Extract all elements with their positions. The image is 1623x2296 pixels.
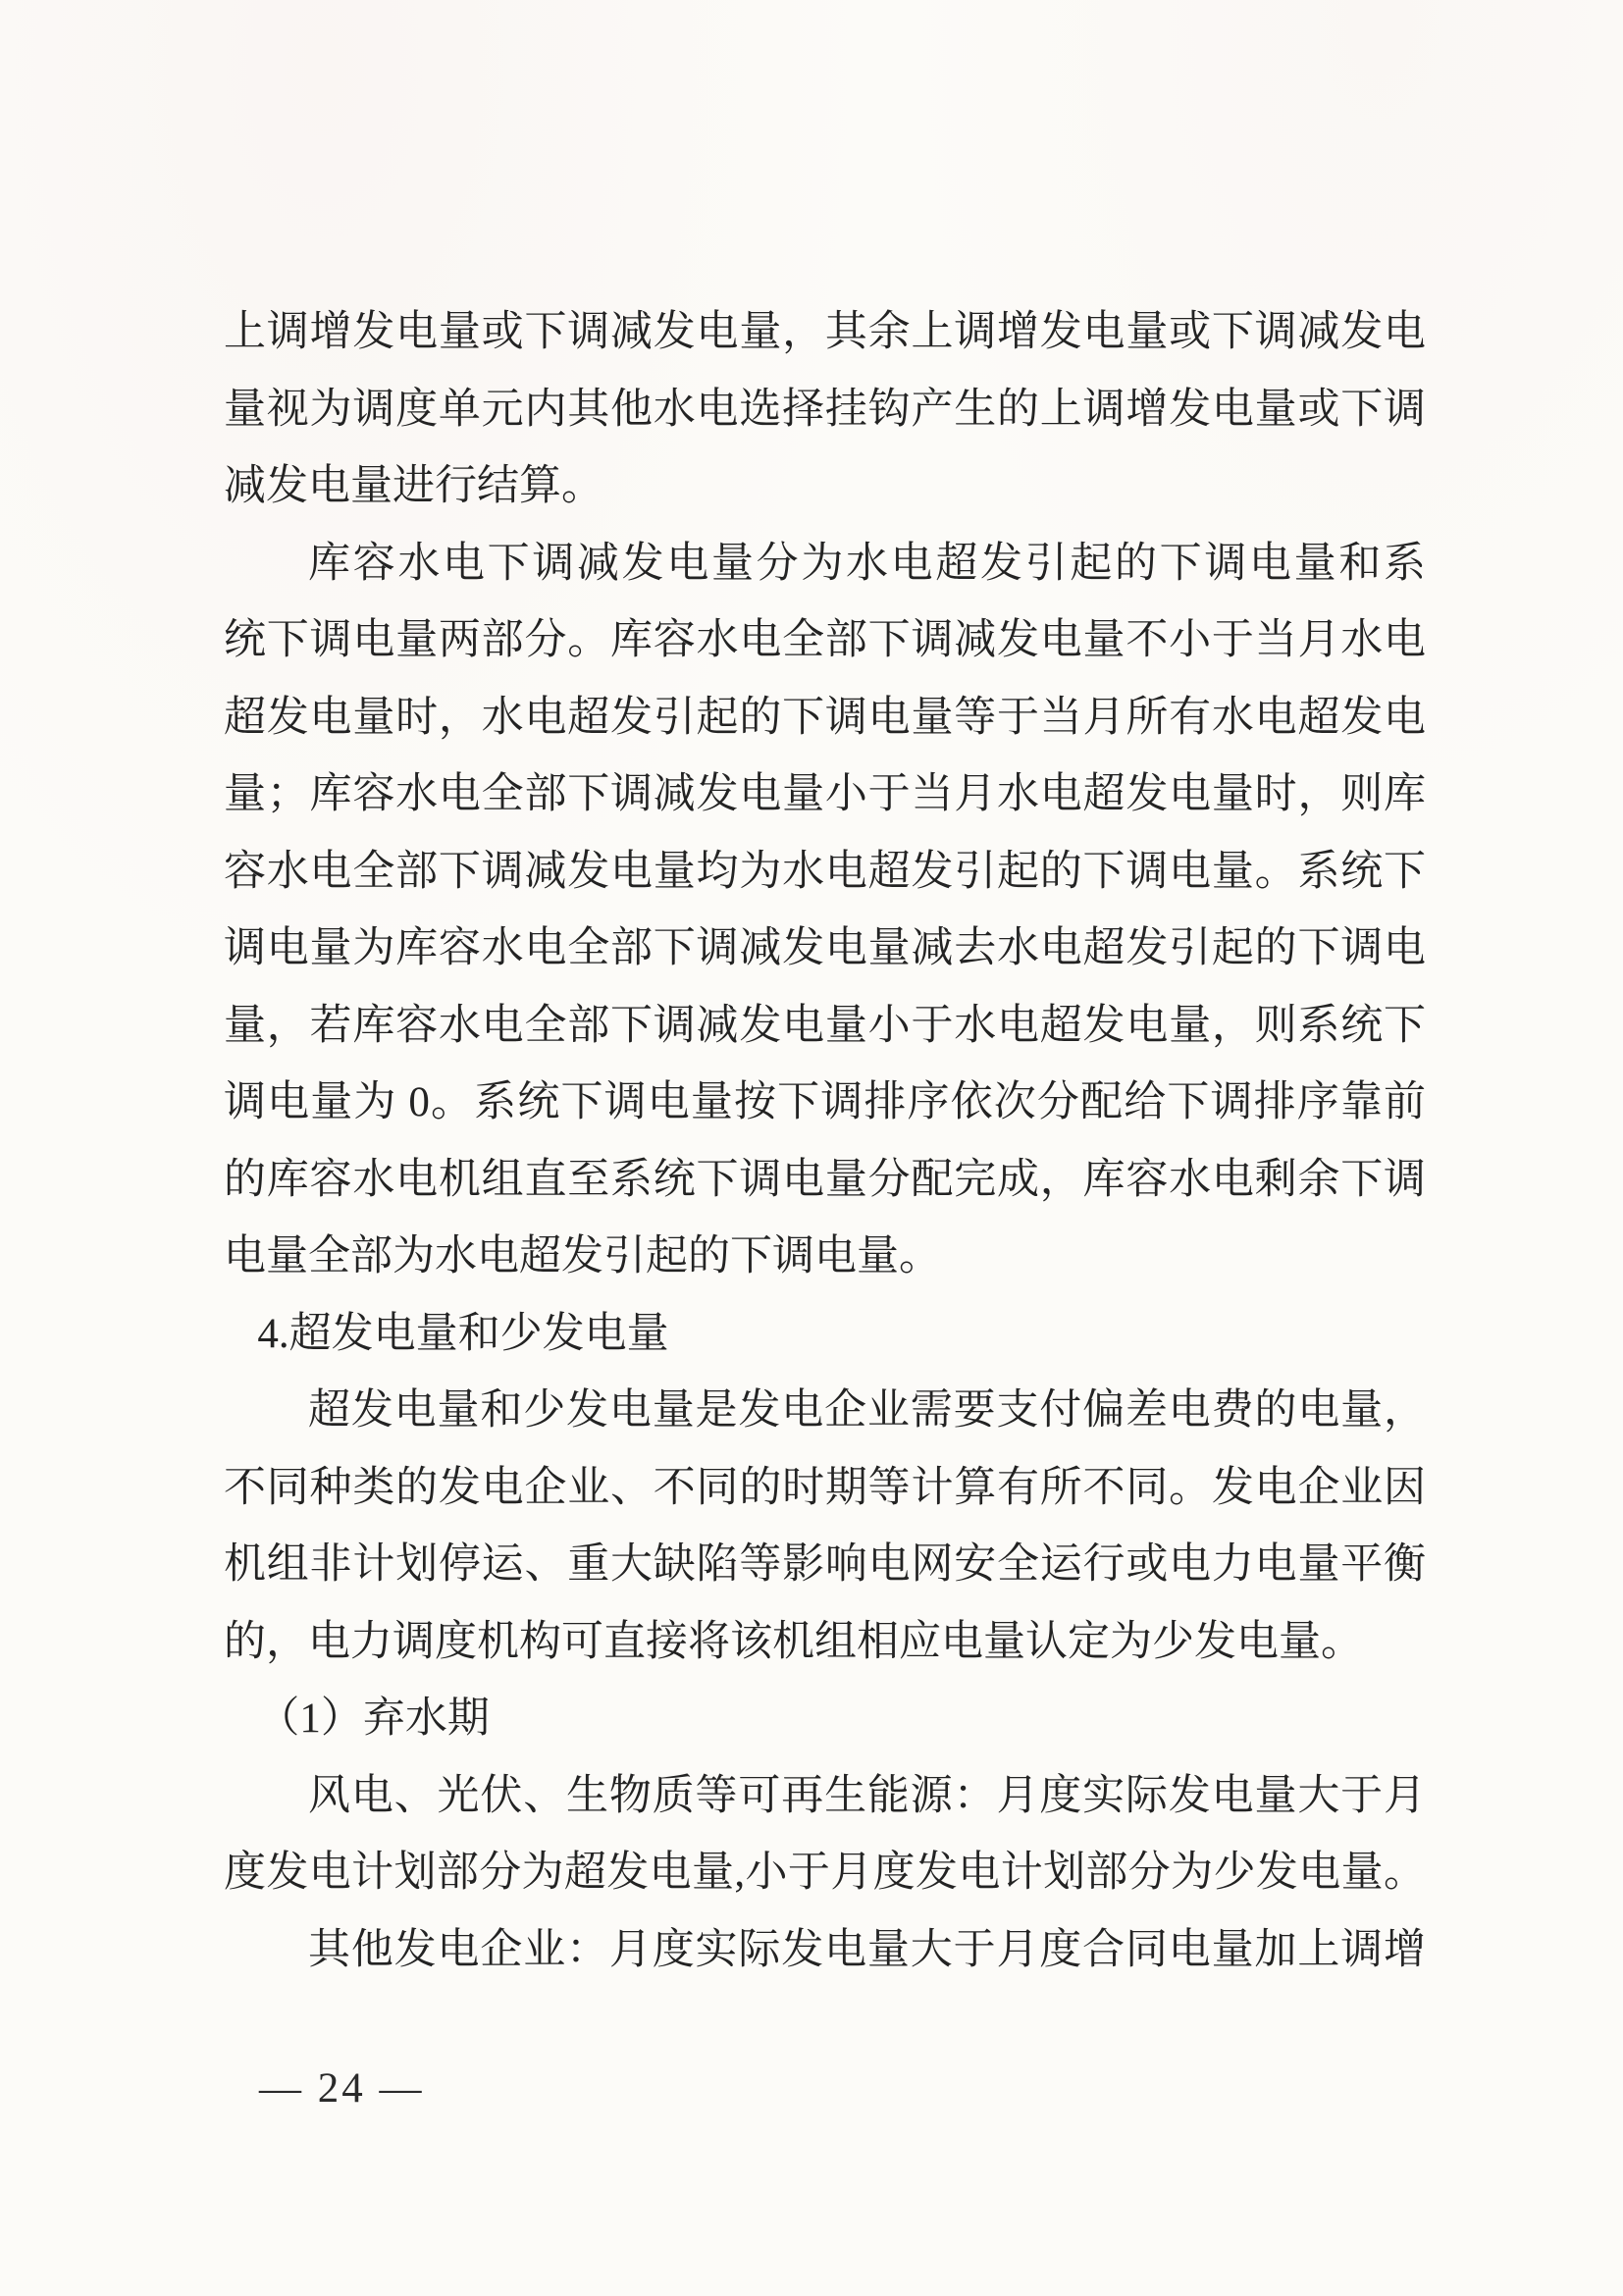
section-heading-4 bbox=[224, 1296, 1426, 1374]
text-line: 电量全部为水电超发引起的下调电量。 bbox=[224, 1233, 941, 1279]
text-line: 其他发电企业：月度实际发电量大于月度合同电量加上调增 bbox=[308, 1926, 1426, 1973]
text-line: 减发电量进行结算。 bbox=[224, 463, 603, 509]
text-line: 超发电量和少发电量是发电企业需要支付偏差电费的电量， bbox=[308, 1387, 1426, 1434]
paragraph-carryover bbox=[224, 294, 1426, 526]
text-line: 量视为调度单元内其他水电选择挂钩产生的上调增发电量或下调 bbox=[224, 386, 1426, 433]
paragraph-renewables bbox=[224, 1758, 1426, 1912]
text-line: 库容水电下调减发电量分为水电超发引起的下调电量和系 bbox=[308, 540, 1426, 587]
text-line: 不同种类的发电企业、不同的时期等计算有所不同。发电企业因 bbox=[224, 1464, 1426, 1511]
text-line: 风电、光伏、生物质等可再生能源：月度实际发电量大于月 bbox=[308, 1772, 1426, 1819]
text-line: 调电量为库容水电全部下调减发电量减去水电超发引起的下调电 bbox=[224, 925, 1426, 971]
document-body bbox=[224, 294, 1426, 1989]
text-line: 超发电量时，水电超发引起的下调电量等于当月所有水电超发电 bbox=[224, 694, 1426, 741]
paragraph-reservoir-hydro bbox=[224, 526, 1426, 1296]
text-line: 统下调电量两部分。库容水电全部下调减发电量不小于当月水电 bbox=[224, 617, 1426, 663]
page-number: — 24 — bbox=[259, 2065, 425, 2112]
text-line: 容水电全部下调减发电量均为水电超发引起的下调电量。系统下 bbox=[224, 848, 1426, 895]
text-line: 调电量为 0。系统下调电量按下调排序依次分配给下调排序靠前 bbox=[224, 1079, 1426, 1125]
subsection-heading: （1）弃水期 bbox=[257, 1696, 490, 1742]
paragraph-over-under-generation bbox=[224, 1373, 1426, 1681]
paragraph-other-generators bbox=[224, 1912, 1426, 1990]
text-line: 上调增发电量或下调减发电量，其余上调增发电量或下调减发电 bbox=[224, 309, 1426, 355]
text-line: 量，若库容水电全部下调减发电量小于水电超发电量，则系统下 bbox=[224, 1002, 1426, 1049]
text-line: 度发电计划部分为超发电量,小于月度发电计划部分为少发电量。 bbox=[224, 1850, 1426, 1896]
text-line: 的，电力调度机构可直接将该机组相应电量认定为少发电量。 bbox=[224, 1618, 1363, 1665]
subsection-heading-1 bbox=[224, 1681, 1426, 1758]
section-heading: 4.超发电量和少发电量 bbox=[257, 1310, 669, 1357]
text-line: 机组非计划停运、重大缺陷等影响电网安全运行或电力电量平衡 bbox=[224, 1541, 1426, 1588]
text-line: 的库容水电机组直至系统下调电量分配完成，库容水电剩余下调 bbox=[224, 1156, 1426, 1203]
text-line: 量；库容水电全部下调减发电量小于当月水电超发电量时，则库 bbox=[224, 771, 1426, 817]
